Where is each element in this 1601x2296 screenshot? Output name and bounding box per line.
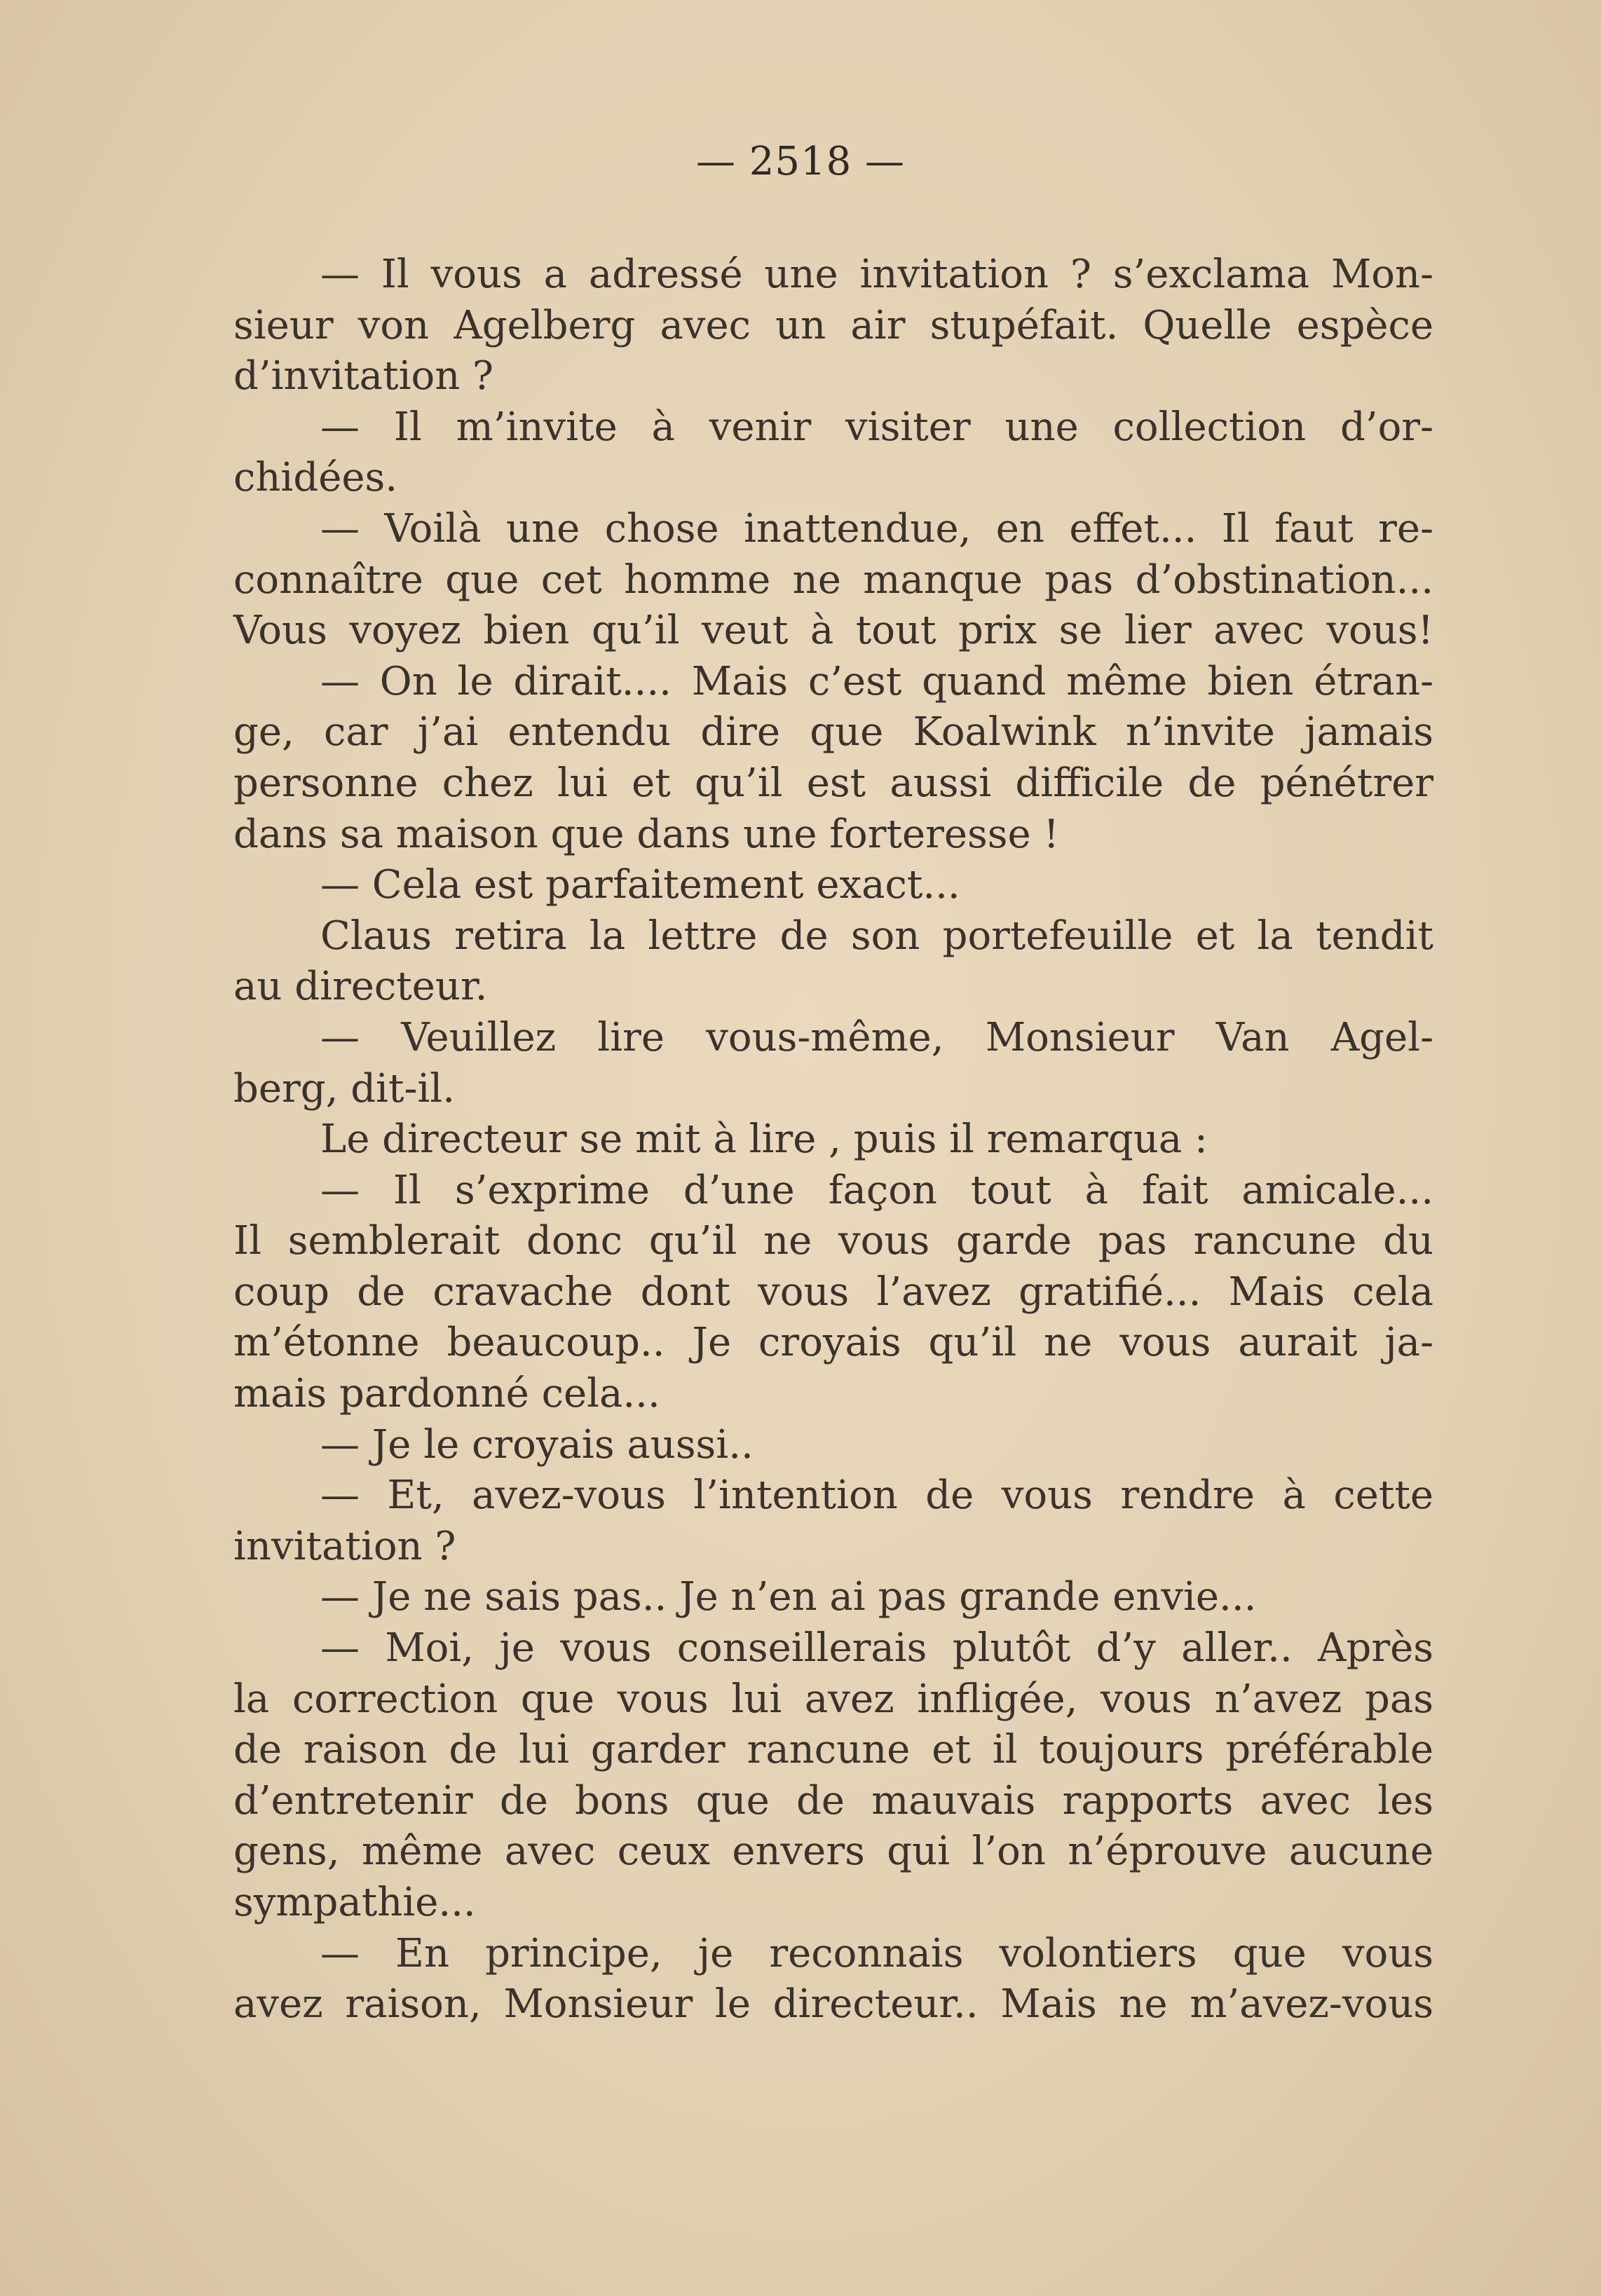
text-line: ge, car j’ai entendu dire que Koalwink n’invite jamais — [233, 709, 1433, 756]
text-line: — Il vous a adressé une invitation ? s’exclama Mon- — [320, 252, 1433, 297]
text-line: invitation ? — [233, 1523, 456, 1569]
text-line: sieur von Agelberg avec un air stupéfait. Quelle espèce — [233, 302, 1433, 348]
text-line: berg, dit-il. — [233, 1065, 456, 1112]
text-line: — Je ne sais pas.. Je n’en ai pas grande envie... — [320, 1574, 1257, 1620]
text-line: — En principe, je reconnais volontiers que vous — [320, 1930, 1433, 1976]
text-line: — Et, avez-vous l’intention de vous rendre à cette — [320, 1472, 1433, 1519]
text-line: coup de cravache dont vous l’avez gratifié... Mais cela — [233, 1269, 1433, 1315]
text-line: d’entretenir de bons que de mauvais rapports avec les — [233, 1777, 1433, 1824]
text-line: — Je le croyais aussi.. — [320, 1421, 754, 1468]
page-number: — 2518 — — [695, 139, 906, 184]
text-line: connaître que cet homme ne manque pas d’obstination... — [233, 556, 1433, 603]
text-line: m’étonne beaucoup.. Je croyais qu’il ne vous aurait ja- — [233, 1320, 1433, 1366]
text-line: de raison de lui garder rancune et il toujours préférable — [233, 1727, 1433, 1773]
text-line: d’invitation ? — [233, 353, 494, 399]
body-text — [233, 250, 1433, 2030]
text-line: — Cela est parfaitement exact... — [320, 862, 960, 908]
text-line: chidées. — [233, 455, 398, 501]
text-line: — Moi, je vous conseillerais plutôt d’y aller.. Après — [320, 1625, 1433, 1672]
text-line: avez raison, Monsieur le directeur.. Mais ne m’avez-vous — [233, 1981, 1433, 2028]
text-line: — On le dirait.... Mais c’est quand même bien étran- — [320, 658, 1433, 704]
text-line: personne chez lui et qu’il est aussi difficile de pénétrer — [233, 760, 1433, 806]
text-line: Claus retira la lettre de son portefeuille et la tendit — [320, 913, 1433, 959]
text-line: dans sa maison que dans une forteresse ! — [233, 811, 1059, 857]
text-line: sympathie... — [233, 1880, 476, 1925]
text-line: mais pardonné cela... — [233, 1371, 660, 1417]
text-line: Le directeur se mit à lire , puis il remarqua : — [320, 1116, 1208, 1163]
text-line: gens, même avec ceux envers qui l’on n’éprouve aucune — [233, 1829, 1433, 1875]
text-line: au directeur. — [233, 964, 488, 1010]
text-line: Il semblerait donc qu’il ne vous garde pas rancune du — [233, 1218, 1433, 1264]
text-line: la correction que vous lui avez infligée, vous n’avez pas — [233, 1676, 1433, 1722]
text-line: — Voilà une chose inattendue, en effet... Il faut re- — [320, 505, 1433, 552]
text-line: — Il m’invite à venir visiter une collection d’or- — [320, 404, 1433, 450]
text-line: Vous voyez bien qu’il veut à tout prix se lier avec vous! — [233, 608, 1433, 654]
text-line: — Veuillez lire vous-même, Monsieur Van Agel- — [320, 1014, 1433, 1060]
text-line: — Il s’exprime d’une façon tout à fait amicale... — [320, 1167, 1433, 1213]
